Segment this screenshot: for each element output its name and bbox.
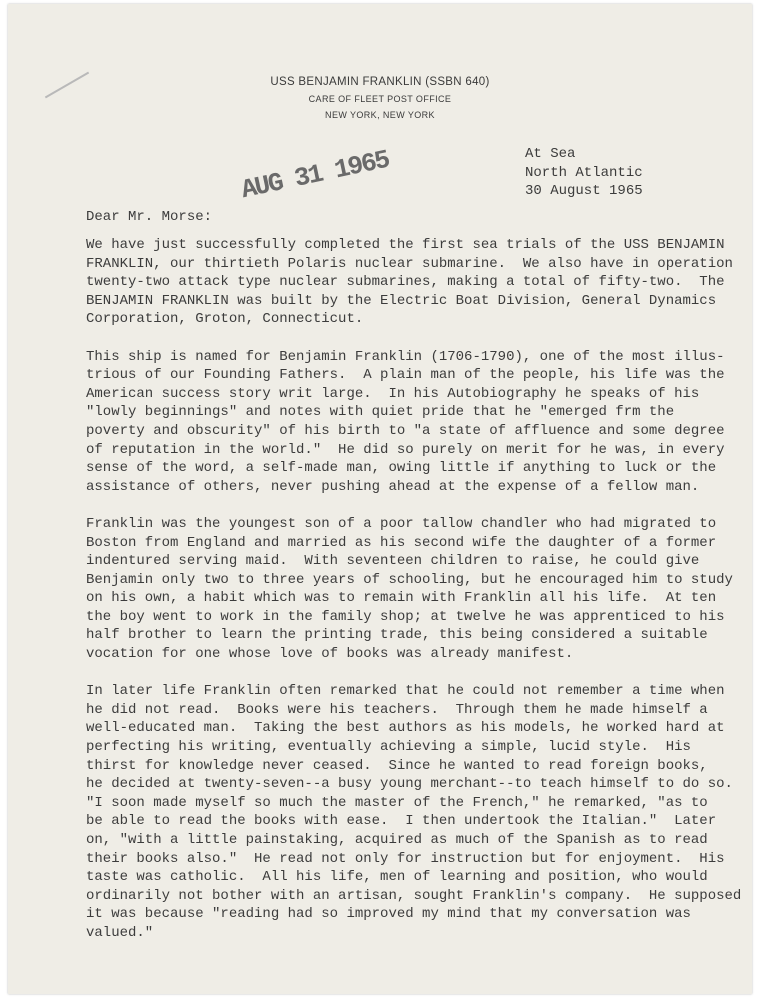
text-line: vocation for one whose love of books was already manifest. bbox=[86, 646, 574, 663]
location-line: At Sea bbox=[525, 146, 576, 162]
text-line: Boston from England and married as his second wife the daughter of a former bbox=[86, 534, 717, 551]
letterhead-city: NEW YORK, NEW YORK bbox=[325, 110, 435, 120]
text-line: FRANKLIN, our thirtieth Polaris nuclear submarine. We also have in operation bbox=[86, 255, 733, 272]
text-line: Franklin was the youngest son of a poor tallow chandler who had migrated to bbox=[86, 515, 717, 532]
location-line: North Atlantic bbox=[525, 164, 643, 181]
text-line: sense of the word, a self-made man, owing little if anything to luck or the bbox=[86, 460, 717, 477]
text-line: twenty-two attack type nuclear submarines, making a total of fifty-two. The bbox=[86, 274, 725, 291]
paragraph bbox=[86, 236, 741, 329]
text-line: on his own, a habit which was to remain with Franklin all his life. At ten bbox=[86, 590, 717, 607]
text-line: poverty and obscurity" of his birth to "a state of affluence and some degree bbox=[86, 422, 725, 439]
text-line: half brother to learn the printing trade, this being considered a suitable bbox=[86, 627, 708, 644]
text-line: the boy went to work in the family shop; at twelve he was apprenticed to his bbox=[86, 608, 725, 625]
text-line: their books also." He read not only for instruction but for enjoyment. His bbox=[86, 850, 725, 867]
text-line: "I soon made myself so much the master of the French," he remarked, "as to bbox=[86, 794, 708, 811]
text-line: American success story writ large. In his Autobiography he speaks of his bbox=[86, 385, 700, 402]
text-line: well-educated man. Taking the best authors as his models, he worked hard at bbox=[86, 720, 725, 737]
text-line: be able to read the books with ease. I then undertook the Italian." Later bbox=[86, 813, 717, 830]
text-line: on, "with a little painstaking, acquired as much of the Spanish as to read bbox=[86, 832, 708, 848]
letter-body bbox=[86, 236, 741, 961]
text-line: he decided at twenty-seven--a busy young merchant--to teach himself to do so. bbox=[86, 776, 733, 793]
text-line: We have just successfully completed the first sea trials of the USS BENJAMIN bbox=[86, 237, 725, 253]
text-line: it was because "reading had so improved my mind that my conversation was bbox=[86, 906, 691, 923]
salutation: Dear Mr. Morse: bbox=[86, 209, 213, 225]
paragraph bbox=[86, 515, 741, 664]
letter-date: 30 August 1965 bbox=[525, 183, 643, 200]
letterhead-care-of: CARE OF FLEET POST OFFICE bbox=[308, 94, 452, 104]
paragraph bbox=[86, 348, 741, 497]
letterhead-ship: USS BENJAMIN FRANKLIN (SSBN 640) bbox=[270, 76, 490, 88]
text-line: assistance of others, never pushing ahead at the expense of a fellow man. bbox=[86, 478, 700, 495]
text-line: trious of our Founding Fathers. A plain man of the people, his life was the bbox=[86, 367, 725, 384]
text-line: taste was catholic. All his life, men of learning and position, who would bbox=[86, 869, 708, 886]
text-line: valued." bbox=[86, 924, 154, 941]
text-line: Corporation, Groton, Connecticut. bbox=[86, 311, 364, 328]
text-line: he did not read. Books were his teachers. Through them he made himself a bbox=[86, 701, 708, 718]
text-line: indentured serving maid. With seventeen children to raise, he could give bbox=[86, 553, 700, 570]
text-line: perfecting his writing, eventually achieving a simple, lucid style. His bbox=[86, 739, 691, 756]
text-line: of reputation in the world." He did so purely on merit for he was, in every bbox=[86, 441, 725, 458]
text-line: BENJAMIN FRANKLIN was built by the Electric Boat Division, General Dynamics bbox=[86, 292, 717, 309]
text-line: This ship is named for Benjamin Franklin (1706-1790), one of the most illus- bbox=[86, 348, 725, 365]
text-line: "lowly beginnings" and notes with quiet pride that he "emerged frm the bbox=[86, 404, 675, 421]
text-line: Benjamin only two to three years of schooling, but he encouraged him to study bbox=[86, 571, 733, 588]
text-line: ordinarily not bother with an artisan, sought Franklin's company. He supposed bbox=[86, 887, 742, 904]
text-line: In later life Franklin often remarked that he could not remember a time when bbox=[86, 683, 725, 700]
paragraph bbox=[86, 682, 741, 942]
date-received-stamp: AUG 31 1965 bbox=[238, 144, 392, 206]
text-line: thirst for knowledge never ceased. Since he wanted to read foreign books, bbox=[86, 757, 708, 774]
location-block bbox=[525, 145, 643, 201]
